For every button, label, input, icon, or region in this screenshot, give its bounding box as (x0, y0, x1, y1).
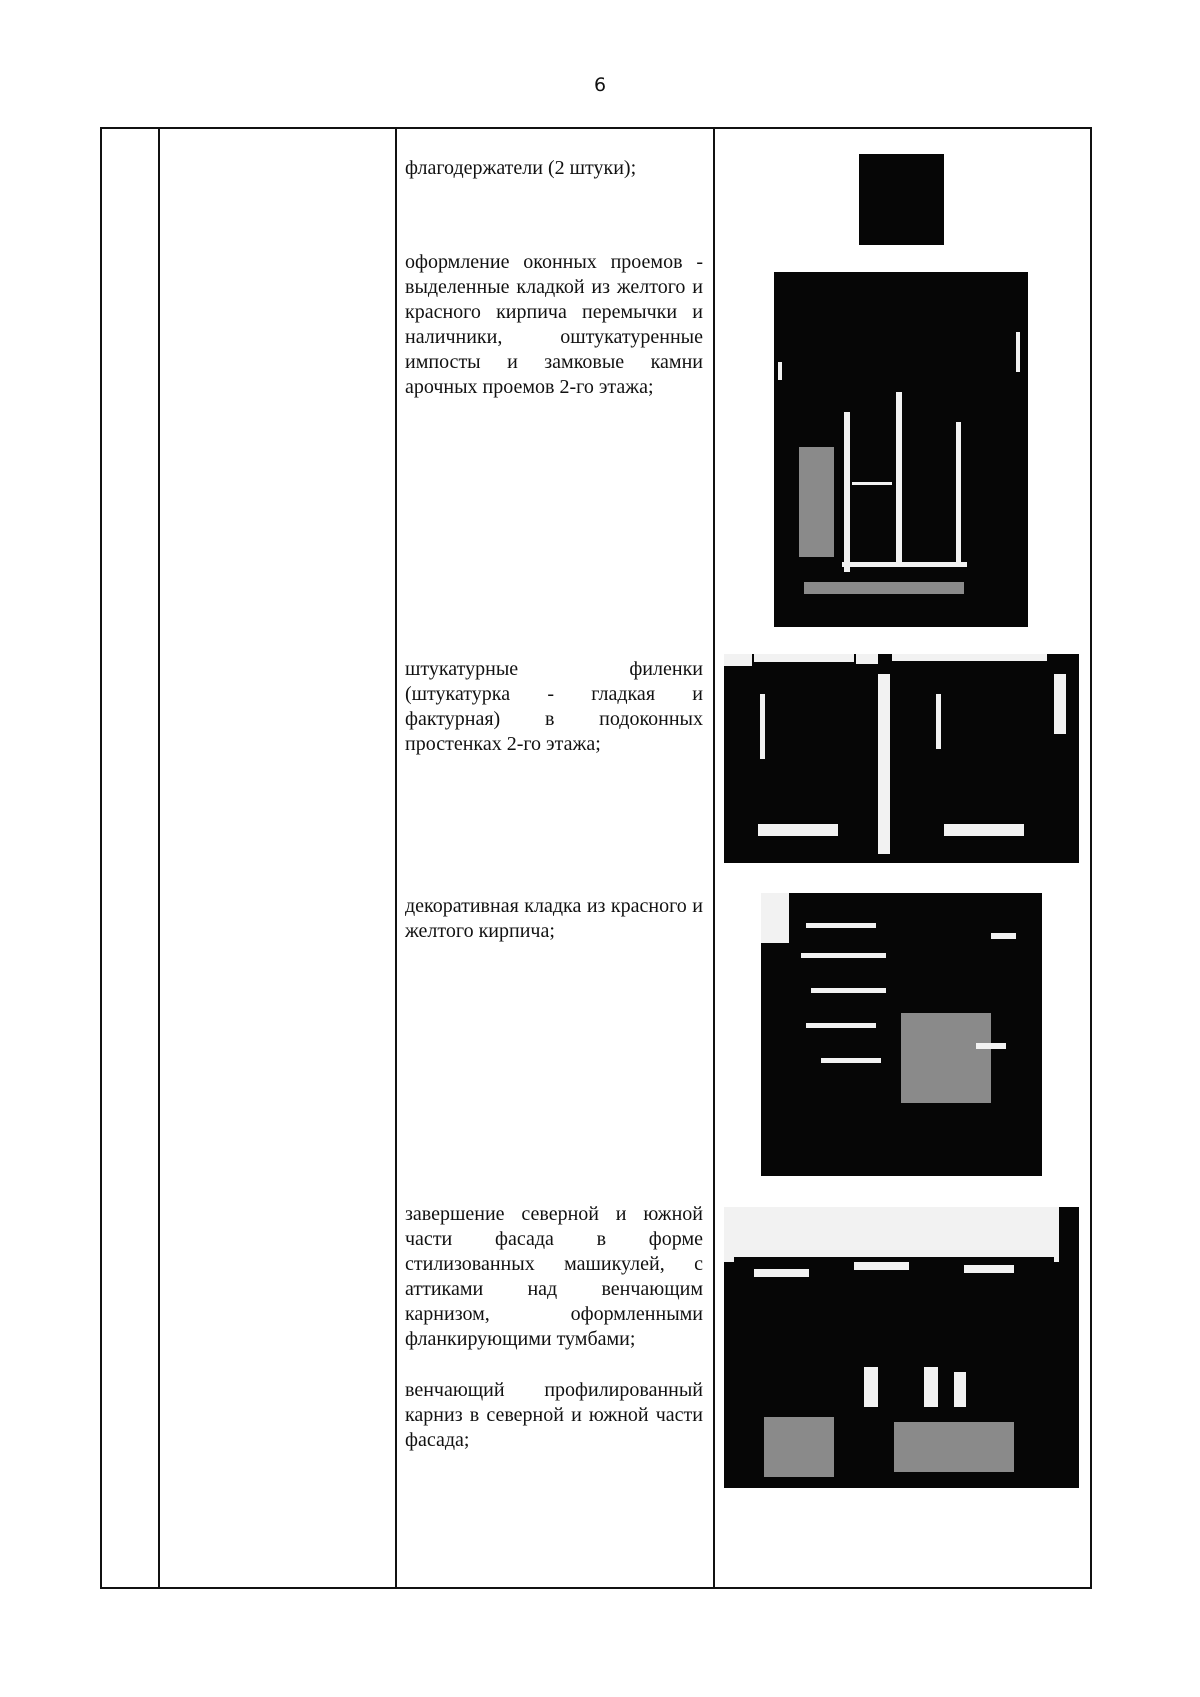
flag-holder-photo (859, 154, 944, 245)
brickwork-photo (761, 893, 1042, 1176)
item-text-flag-holders: флагодержатели (2 штуки); (405, 157, 637, 179)
plaster-panels-photo (724, 654, 1079, 863)
facade-top-photo (724, 1207, 1079, 1488)
item-text-cornice: венчающий профилированный карниз в северной и южной части фасада; (405, 1379, 703, 1451)
window-openings-photo (774, 272, 1028, 627)
item-text-facade-top: завершение северной и южной части фасада в форме стилизованных машикулей, с аттиками над венчающим карнизом, оформленными фланкирующими тумбами; (405, 1203, 703, 1350)
column-divider-1 (158, 129, 160, 1587)
item-text-window-openings: оформление оконных проемов - выделенные кладкой из желтого и красного кирпича перемычки и наличники, оштукатуренные импосты и замковые камни арочных проемов 2-го этажа; (405, 251, 703, 398)
column-divider-2 (395, 129, 397, 1587)
page-number: 6 (593, 74, 607, 96)
item-text-plaster-panels: штукатурные филенки (штукатурка - гладкая и фактурная) в подоконных простенках 2-го этажа; (405, 658, 703, 755)
item-text-brickwork: декоративная кладка из красного и желтого кирпича; (405, 895, 703, 942)
column-divider-3 (713, 129, 715, 1587)
